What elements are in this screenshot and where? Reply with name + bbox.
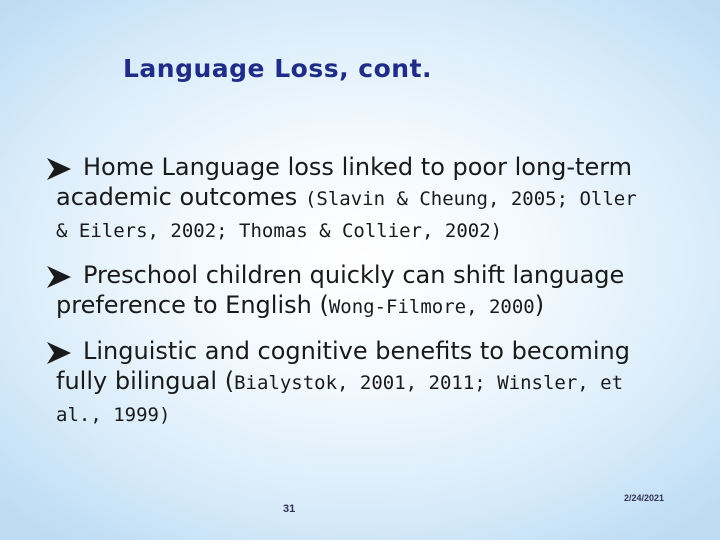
bullet-item: [46, 260, 656, 322]
bullet-text: academic outcomes: [56, 183, 305, 211]
bullet-item: [46, 152, 656, 246]
bullet-text: Linguistic and cognitive benefits to becoming: [83, 337, 630, 365]
bullet-line: [56, 366, 656, 398]
page-number: 31: [283, 503, 296, 515]
bullet-line: [56, 290, 656, 322]
bullet-line: [56, 260, 656, 290]
slide-title: Language Loss, cont.: [123, 54, 433, 83]
bullet-line: [56, 182, 656, 214]
bullet-text: Preschool children quickly can shift language: [83, 261, 625, 289]
bullet-line: [56, 398, 656, 430]
citation-text: Bialystok, 2001, 2011; Winsler, et: [234, 372, 624, 394]
citation-text: Wong-Filmore, 2000: [328, 296, 535, 318]
bullet-text: fully bilingual (: [56, 367, 235, 395]
bullet-line: [56, 214, 656, 246]
slide-date: 2/24/2021: [624, 493, 665, 503]
arrow-right-icon: [45, 263, 73, 291]
bullet-item: [46, 336, 656, 430]
bullet-text: ): [534, 291, 545, 319]
citation-text: & Eilers, 2002; Thomas & Collier, 2002): [56, 220, 503, 242]
bullet-text: Home Language loss linked to poor long-term: [83, 153, 633, 181]
bullet-line: [56, 152, 656, 182]
citation-text: al., 1999): [56, 404, 171, 426]
arrow-right-icon: [45, 155, 73, 183]
citation-text: (Slavin & Cheung, 2005; Oller: [304, 188, 637, 210]
bullet-text: preference to English (: [56, 291, 329, 319]
bullet-line: [56, 336, 656, 366]
arrow-right-icon: [45, 339, 73, 367]
bullet-list: [46, 152, 656, 444]
